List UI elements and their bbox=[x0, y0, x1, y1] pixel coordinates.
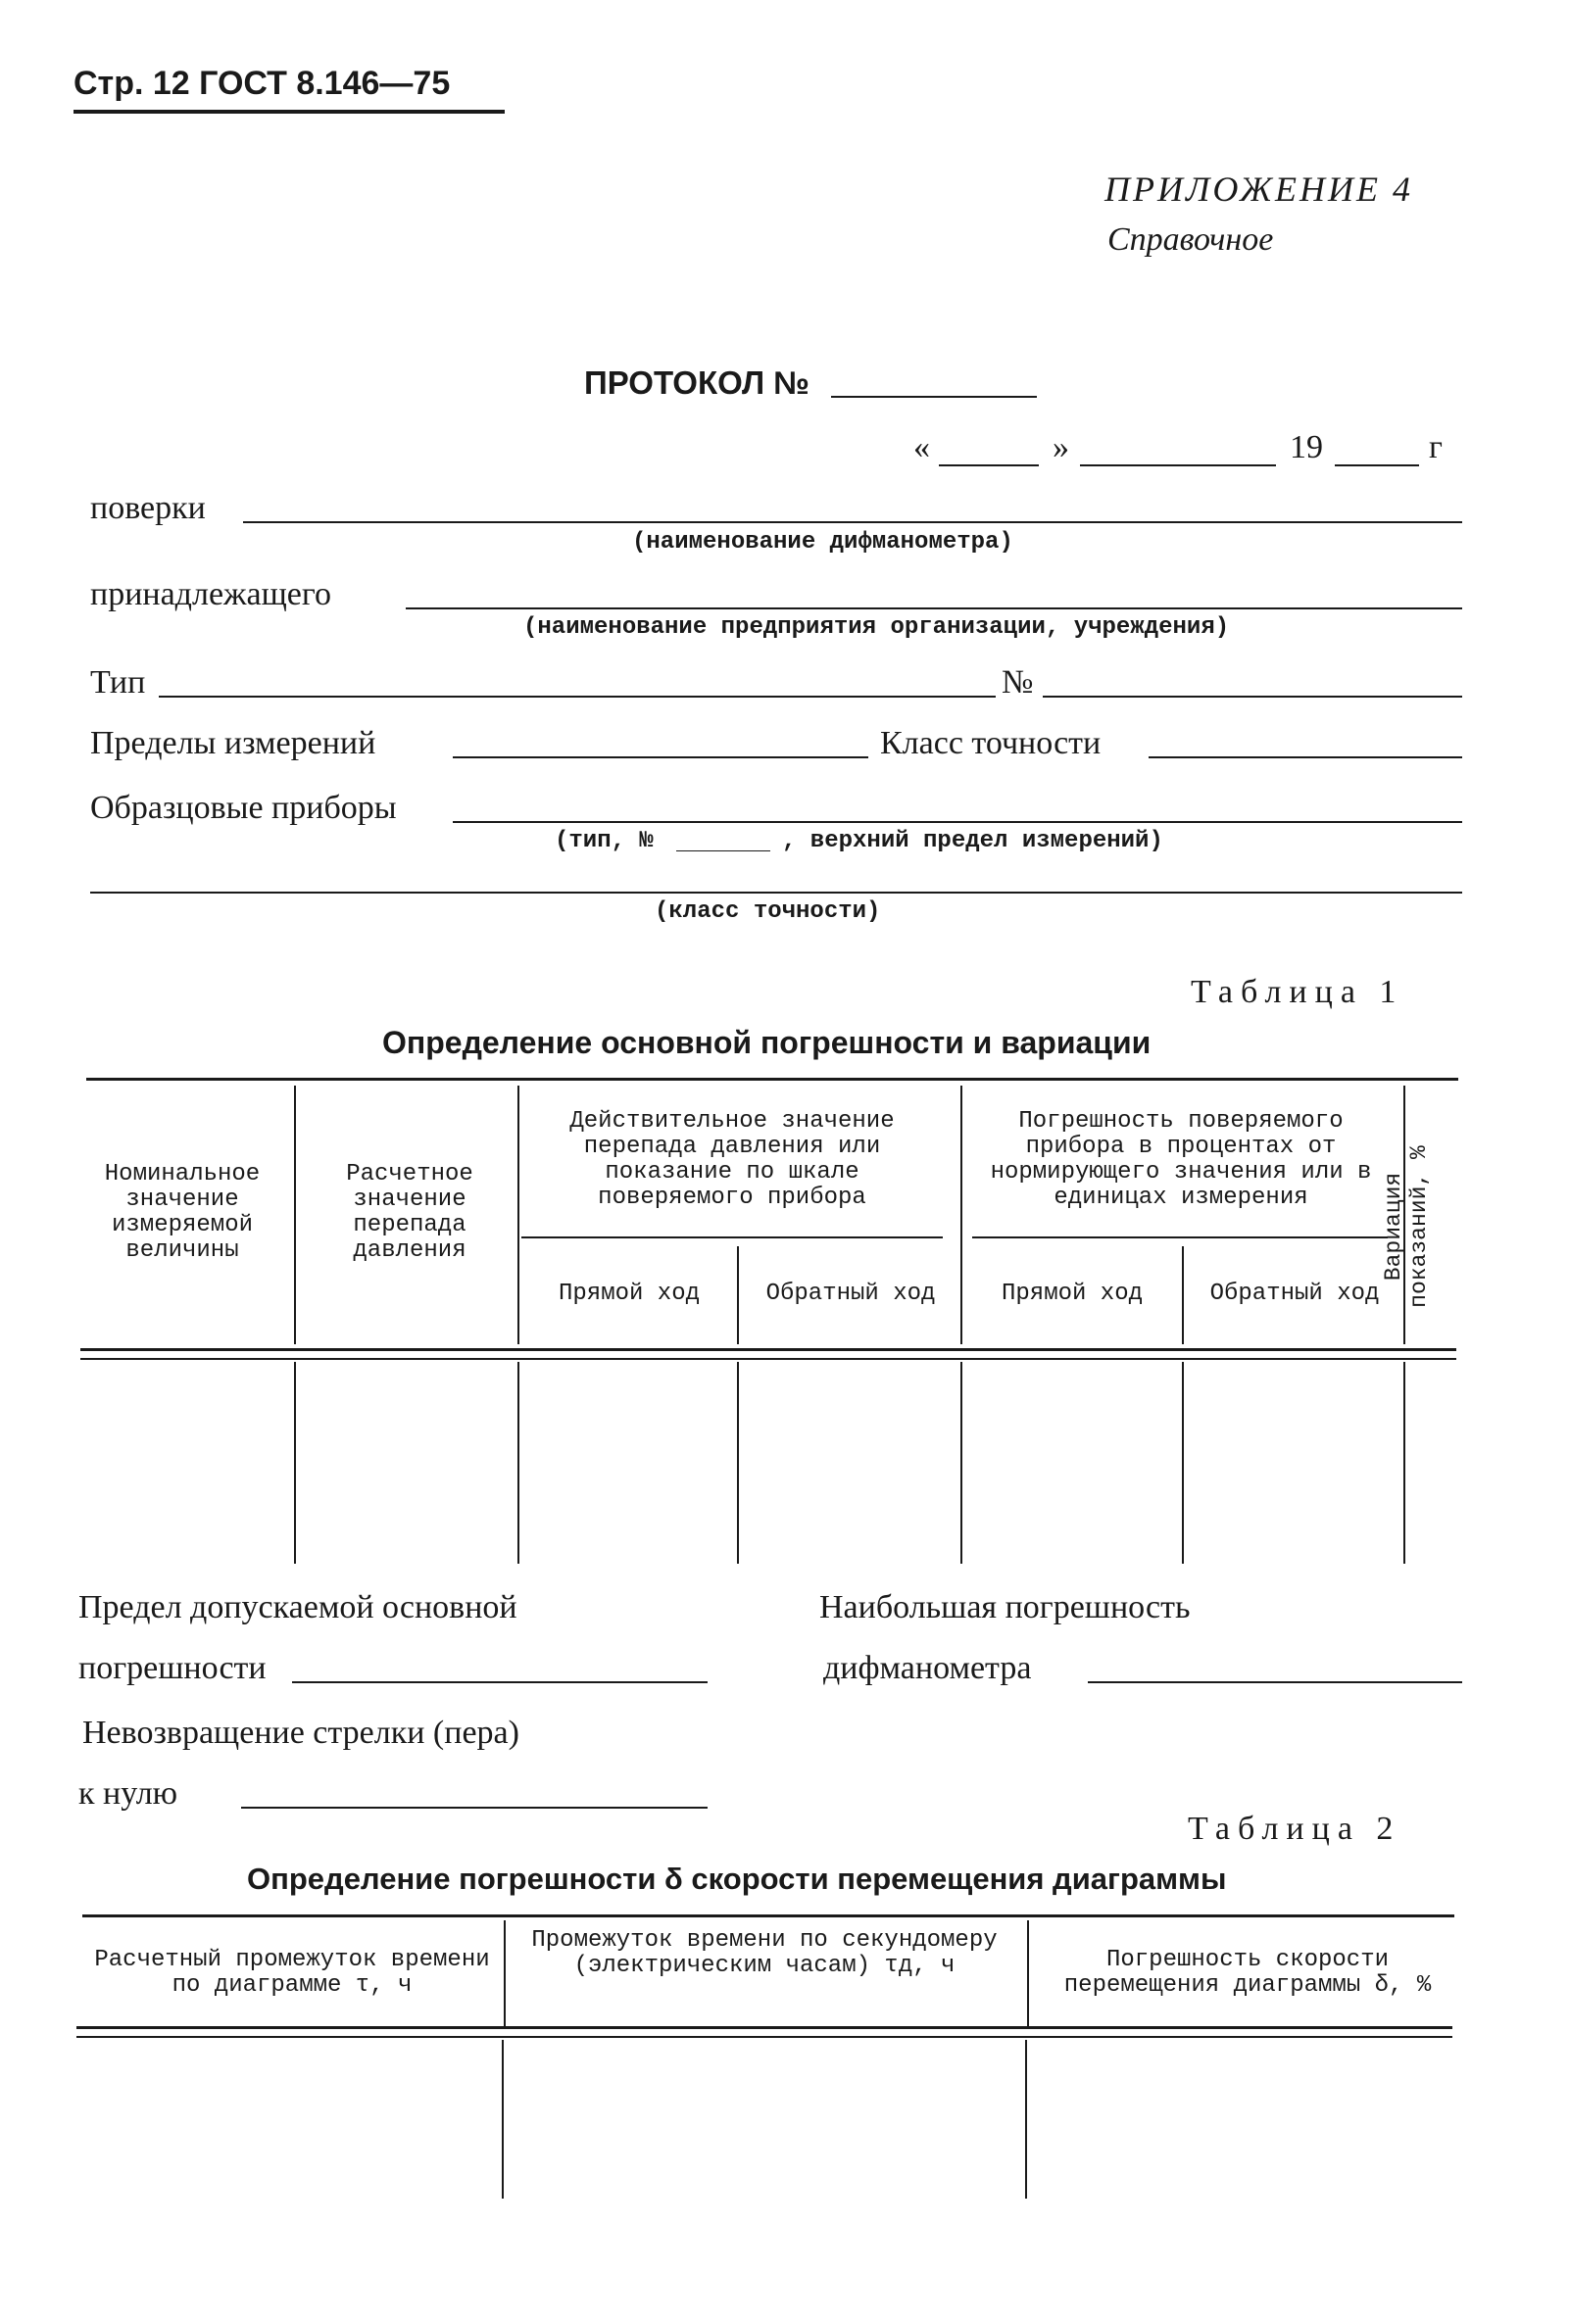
table1-header-calculated: Расчетное значение перепада давления bbox=[346, 1161, 473, 1264]
table1-body-divider bbox=[1182, 1362, 1184, 1564]
reference-label: Образцовые приборы bbox=[90, 790, 397, 826]
reference-hint-number-line bbox=[676, 850, 770, 851]
max-error-line bbox=[1088, 1681, 1462, 1683]
table1-body-divider bbox=[960, 1362, 962, 1564]
table1-col-divider bbox=[737, 1246, 739, 1344]
verification-hint: (наименование дифманометра) bbox=[632, 529, 1013, 556]
date-day-line bbox=[939, 464, 1039, 466]
table2-header-stopwatch-interval: Промежуток времени по секундомеру (электрическим часам) τд, ч bbox=[531, 1927, 998, 1979]
table2-body-divider bbox=[1025, 2040, 1027, 2199]
table1-header-forward-2: Прямой ход bbox=[1001, 1281, 1144, 1307]
table1-header-actual-group: Действительное значение перепада давления или показание по шкале поверяемого прибора bbox=[569, 1108, 895, 1211]
date-year-prefix: 19 bbox=[1290, 429, 1323, 465]
accuracy-label: Класс точности bbox=[880, 725, 1102, 761]
type-line bbox=[159, 696, 996, 698]
table2-body-divider bbox=[502, 2040, 504, 2199]
appendix-subtitle: Справочное bbox=[1107, 221, 1274, 258]
table2-header-calc-interval: Расчетный промежуток времени по диаграмме τ, ч bbox=[94, 1947, 490, 1999]
number-label: № bbox=[1002, 664, 1034, 701]
table2-col-divider bbox=[1027, 1920, 1029, 2026]
return-label-1: Невозвращение стрелки (пера) bbox=[82, 1715, 519, 1751]
table1-subheader-rule bbox=[521, 1236, 943, 1238]
table1-header-error-group: Погрешность поверяемого прибора в процентах от нормирующего значения или в единицах измерения bbox=[990, 1108, 1372, 1211]
return-label-2: к нулю bbox=[78, 1775, 178, 1812]
reference-hint-b: , верхний предел измерений) bbox=[782, 828, 1163, 854]
limit-label-2: погрешности bbox=[78, 1650, 267, 1686]
table1-header-nominal: Номинальное значение измеряемой величины bbox=[104, 1161, 261, 1264]
table1-header-reverse-2: Обратный ход bbox=[1209, 1281, 1380, 1307]
limits-line bbox=[453, 756, 868, 758]
owner-label: принадлежащего bbox=[90, 576, 331, 612]
table1-subheader-rule bbox=[972, 1236, 1388, 1238]
table2-col-divider bbox=[504, 1920, 506, 2026]
table1-body-divider bbox=[737, 1362, 739, 1564]
accuracy-line bbox=[1149, 756, 1462, 758]
protocol-number-line bbox=[831, 396, 1037, 398]
table1-col-divider bbox=[517, 1086, 519, 1344]
page-header-rule bbox=[74, 110, 505, 114]
table2-header-double-rule bbox=[76, 2026, 1452, 2029]
appendix-title: ПРИЛОЖЕНИЕ 4 bbox=[1104, 169, 1413, 209]
max-error-label-1: Наибольшая погрешность bbox=[819, 1589, 1191, 1625]
verification-label: поверки bbox=[90, 490, 206, 526]
owner-hint: (наименование предприятия организации, учреждения) bbox=[523, 614, 1230, 641]
table2-header-speed-error: Погрешность скорости перемещения диаграммы δ, % bbox=[1063, 1947, 1432, 1999]
table1-col-divider bbox=[960, 1086, 962, 1344]
table1-header-double-rule bbox=[80, 1358, 1456, 1360]
owner-line bbox=[406, 607, 1462, 609]
date-close-quote: » bbox=[1053, 429, 1069, 465]
table1-col-divider bbox=[1182, 1246, 1184, 1344]
table1-body-divider bbox=[294, 1362, 296, 1564]
table1-top-rule bbox=[86, 1078, 1458, 1081]
date-year-line bbox=[1335, 464, 1419, 466]
max-error-label-2: дифманометра bbox=[823, 1650, 1032, 1686]
table2-label: Таблица 2 bbox=[1188, 1811, 1401, 1847]
number-line bbox=[1043, 696, 1462, 698]
page-header: Стр. 12 ГОСТ 8.146—75 bbox=[74, 65, 451, 102]
type-label: Тип bbox=[90, 664, 146, 701]
limit-line bbox=[292, 1681, 708, 1683]
table1-label: Таблица 1 bbox=[1191, 974, 1404, 1010]
table1-col-divider bbox=[294, 1086, 296, 1344]
table1-body-divider bbox=[517, 1362, 519, 1564]
table2-header-double-rule bbox=[76, 2036, 1452, 2038]
date-year-suffix: г bbox=[1429, 429, 1443, 465]
table1-body-divider bbox=[1403, 1362, 1405, 1564]
limits-label: Пределы измерений bbox=[90, 725, 376, 761]
table1-header-forward-1: Прямой ход bbox=[558, 1281, 701, 1307]
accuracy-class-hint: (класс точности) bbox=[655, 898, 881, 925]
table1-title: Определение основной погрешности и вариации bbox=[382, 1025, 1152, 1060]
return-line bbox=[241, 1807, 708, 1809]
accuracy-class-line bbox=[90, 892, 1462, 894]
table2-title: Определение погрешности δ скорости перемещения диаграммы bbox=[247, 1862, 1227, 1896]
table1-header-double-rule bbox=[80, 1348, 1456, 1351]
reference-line bbox=[453, 821, 1462, 823]
table1-header-variation: Вариация показаний, % bbox=[1381, 1145, 1432, 1308]
verification-line bbox=[243, 521, 1462, 523]
date-open-quote: « bbox=[913, 429, 930, 465]
protocol-title: ПРОТОКОЛ № bbox=[584, 364, 810, 401]
limit-label-1: Предел допускаемой основной bbox=[78, 1589, 517, 1625]
table1-header-reverse-1: Обратный ход bbox=[765, 1281, 936, 1307]
reference-hint-a: (тип, № bbox=[555, 828, 654, 854]
date-month-line bbox=[1080, 464, 1276, 466]
table2-top-rule bbox=[82, 1914, 1454, 1917]
